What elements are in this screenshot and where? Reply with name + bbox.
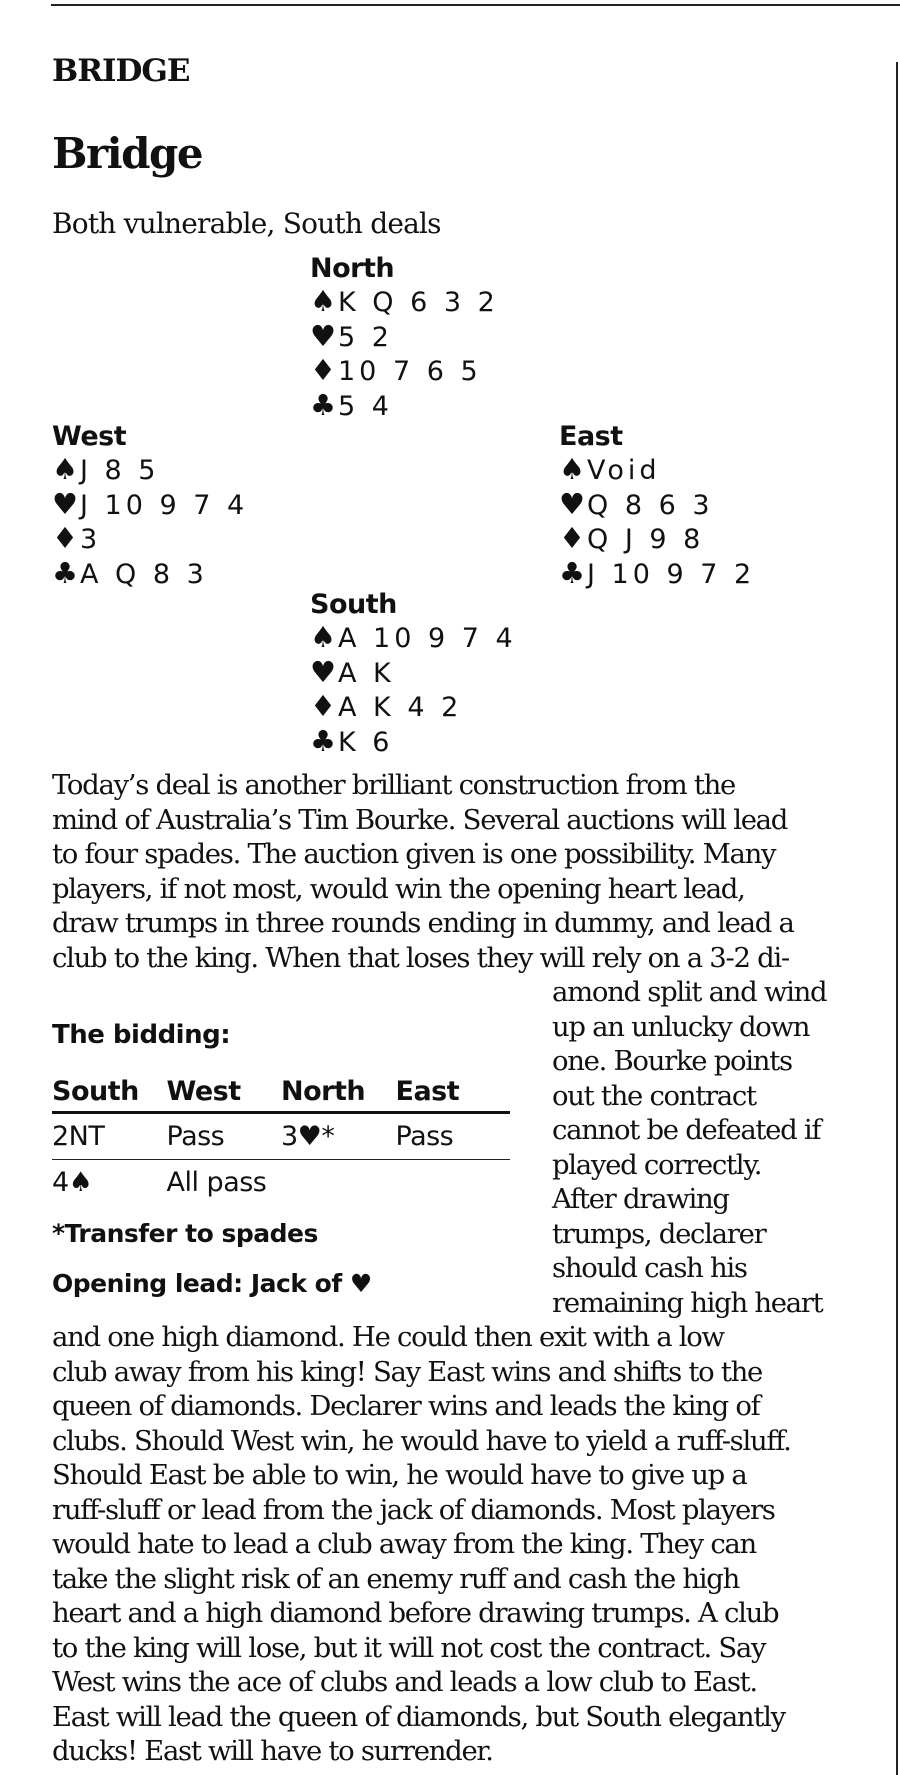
south-hearts-cards: A K [338, 657, 395, 689]
north-diamonds-cards: 10 7 6 5 [338, 356, 482, 387]
east-diamonds-cards: Q J 9 8 [587, 524, 705, 555]
column-rule [896, 62, 898, 1775]
bidding-title: The bidding: [52, 1020, 231, 1050]
heart-icon: ♥ [310, 654, 336, 689]
hand-north-name: North [310, 253, 395, 284]
club-icon: ♣ [52, 555, 78, 590]
club-icon: ♣ [559, 555, 585, 590]
section-label: BRIDGE [52, 53, 190, 89]
diamond-icon: ♦ [559, 521, 585, 555]
east-spades [559, 453, 755, 488]
bid-cell: Pass [167, 1113, 282, 1160]
hand-north [310, 252, 499, 423]
bidding-header: East [396, 1072, 511, 1113]
south-diamonds [310, 690, 517, 725]
north-spades-cards: K Q 6 3 2 [338, 287, 499, 318]
article-paragraph-1: Today’s deal is another brilliant construction from the mind of Australia’s Tim Bourke. Several auctions will lead to four spades. The auction given is one possibility. Many players, if not most, would win the opening heart lead, draw trumps in three rounds ending in dummy, and lead a club to the king. When that loses they will rely on a 3-2 di- [52, 769, 794, 974]
hand-south-name: South [310, 589, 397, 620]
north-hearts [310, 320, 499, 355]
bid-cell [281, 1160, 396, 1206]
opening-lead: Opening lead: Jack of ♥ [52, 1269, 372, 1298]
south-clubs-cards: K 6 [338, 726, 394, 758]
west-hearts-cards: J 10 9 7 4 [80, 489, 249, 521]
east-hearts-cards: Q 8 6 3 [587, 489, 714, 521]
west-spades [52, 453, 248, 488]
east-hearts [559, 488, 755, 523]
hand-west-name: West [52, 421, 127, 452]
bid-cell: 4♠ [52, 1167, 93, 1198]
heart-icon: ♥ [559, 486, 585, 521]
north-clubs-cards: 5 4 [338, 390, 393, 422]
west-diamonds-cards: 3 [80, 524, 102, 555]
south-spades-cards: A 10 9 7 4 [338, 623, 517, 654]
south-clubs [310, 725, 517, 760]
east-spades-cards: Void [587, 455, 661, 486]
bidding-box [52, 1022, 512, 1299]
west-hearts [52, 488, 248, 523]
bid-cell: 2NT [52, 1113, 167, 1160]
bidding-note: *Transfer to spades [52, 1219, 318, 1248]
deal-info: Both vulnerable, South deals [52, 207, 441, 240]
bid-cell: All pass [166, 1167, 267, 1198]
east-diamonds [559, 522, 755, 557]
east-clubs [559, 557, 755, 592]
club-icon: ♣ [310, 723, 336, 758]
headline: Bridge [52, 129, 203, 178]
diamond-icon: ♦ [310, 689, 336, 723]
top-rule [51, 4, 900, 6]
south-diamonds-cards: A K 4 2 [338, 692, 463, 723]
hand-east [559, 420, 755, 591]
west-clubs [52, 557, 248, 592]
spade-icon: ♠ [310, 284, 336, 318]
west-spades-cards: J 8 5 [80, 455, 160, 486]
north-diamonds [310, 354, 499, 389]
bidding-table [52, 1072, 510, 1205]
hand-east-name: East [559, 421, 623, 452]
north-spades [310, 285, 499, 320]
south-spades [310, 621, 517, 656]
hand-south [310, 588, 517, 759]
bidding-row [52, 1160, 510, 1206]
bidding-header: South [52, 1072, 167, 1113]
south-hearts [310, 656, 517, 691]
bid-cell: 3♥* [281, 1113, 396, 1160]
spade-icon: ♠ [52, 452, 78, 486]
bid-cell [396, 1160, 511, 1206]
north-hearts-cards: 5 2 [338, 321, 393, 353]
bidding-header-row [52, 1072, 510, 1113]
spade-icon: ♠ [310, 620, 336, 654]
club-icon: ♣ [310, 387, 336, 422]
diamond-icon: ♦ [52, 521, 78, 555]
article-paragraph-3: and one high diamond. He could then exit with a low club away from his king! Say East wins and shifts to the queen of diamonds. Declarer wins and leads the king of clubs. Should West win, he would have to yield a ruff-sluff. Should East be able to win, he would have to give up a ruff-sluff or lead from the jack of diamonds. Most players would hate to lead a club away from the king. They can take the slight risk of an enemy ruff and cash the high heart and a high diamond before drawing trumps. A club to the king will lose, but it will not cost the contract. Say West wins the ace of clubs and leads a low club to East. East will lead the queen of diamonds, but South elegantly ducks! East will have to surrender. [52, 1321, 791, 1767]
west-clubs-cards: A Q 8 3 [80, 558, 208, 590]
north-clubs [310, 389, 499, 424]
diamond-icon: ♦ [310, 353, 336, 387]
bidding-row [52, 1113, 510, 1160]
bidding-header: West [167, 1072, 282, 1113]
bid-cell: Pass [396, 1113, 511, 1160]
hand-west [52, 420, 248, 591]
heart-icon: ♥ [52, 486, 78, 521]
spade-icon: ♠ [559, 452, 585, 486]
west-diamonds [52, 522, 248, 557]
heart-icon: ♥ [310, 318, 336, 353]
bidding-header: North [281, 1072, 396, 1113]
article-column-text: amond split and wind up an unlucky down one. Bourke points out the contract cannot be defeated if played correctly. After drawing trumps, declarer should cash his remaining high heart [552, 976, 827, 1319]
east-clubs-cards: J 10 9 7 2 [587, 558, 756, 590]
